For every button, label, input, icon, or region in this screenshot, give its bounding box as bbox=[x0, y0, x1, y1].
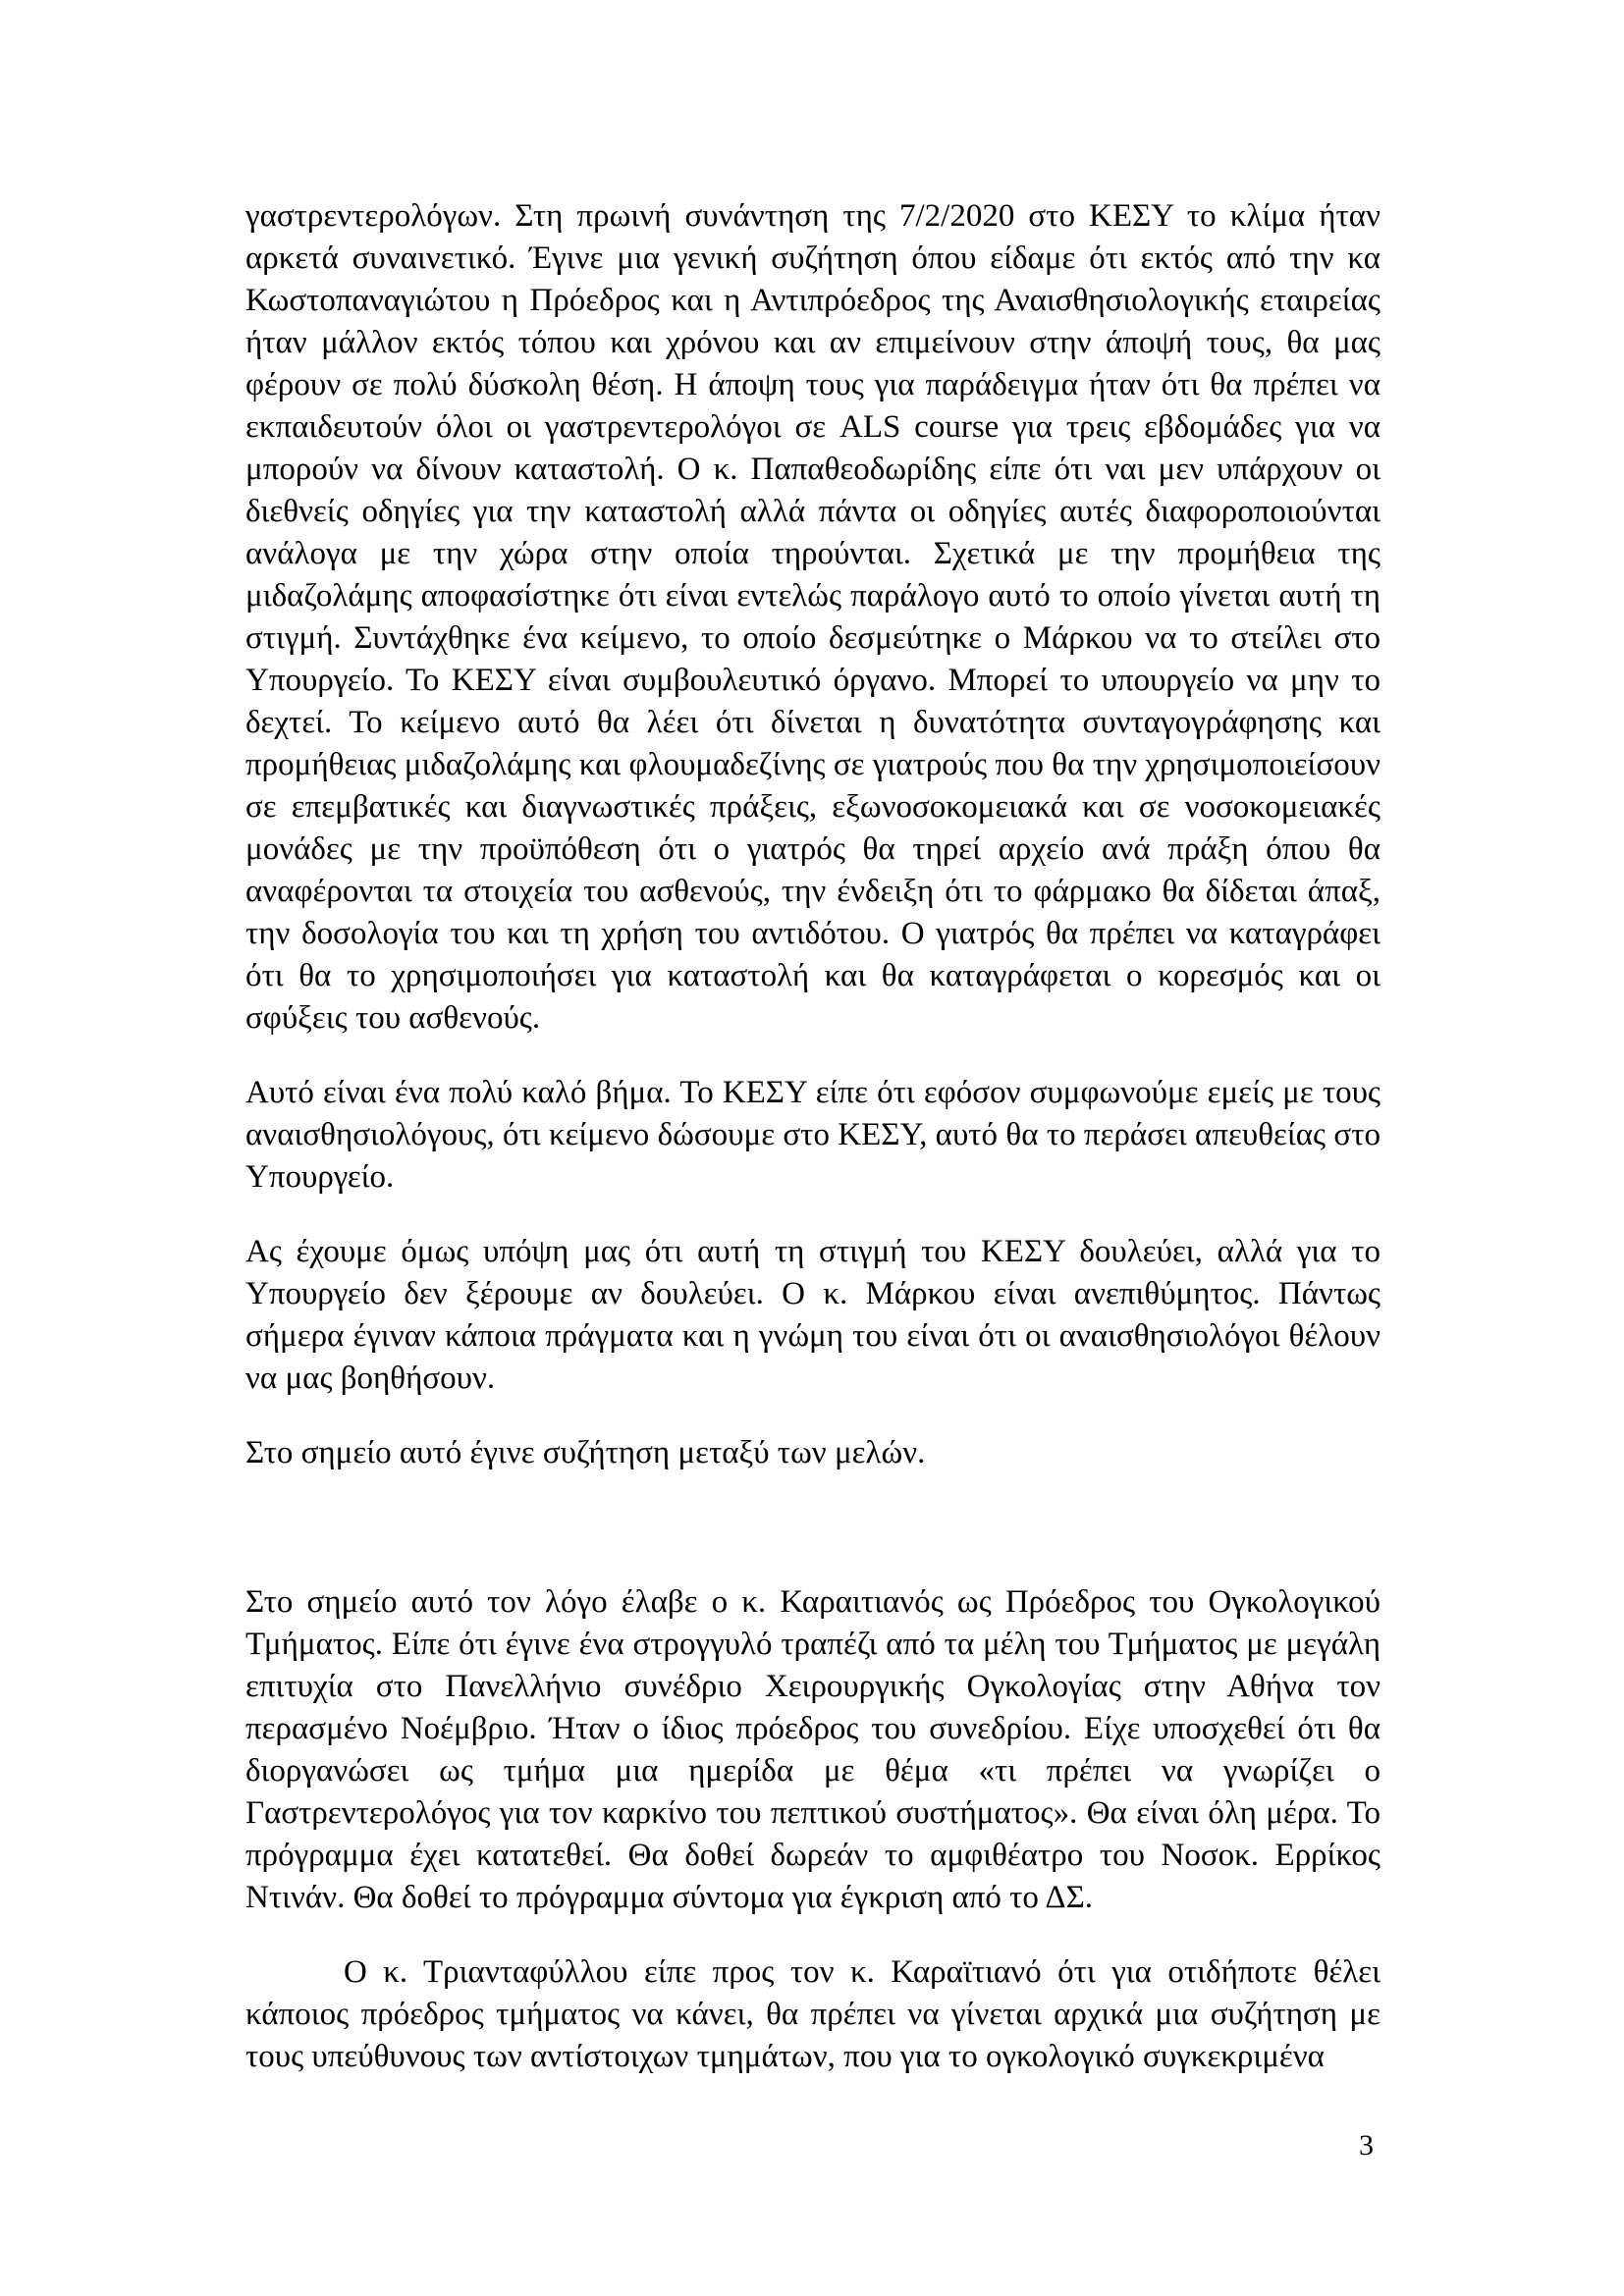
paragraph-kesy-works: Ας έχουμε όμως υπόψη μας ότι αυτή τη στιγμή του ΚΕΣΥ δουλεύει, αλλά για το Υπουργείο δεν ξέρουμε αν δουλεύει. Ο κ. Μάρκου είναι ανεπιθύμητος. Πάντως σήμερα έγιναν κάποια πράγματα και η γνώμη του είναι ότι οι αναισθησιολόγοι θέλουν να μας βοηθήσουν. bbox=[245, 1234, 1380, 1396]
page-number: 3 bbox=[1359, 2129, 1374, 2162]
paragraph-triantafyllou-reply: Ο κ. Τριανταφύλλου είπε προς τον κ. Καραϊτιανό ότι για οτιδήποτε θέλει κάποιος πρόεδρος τμήματος να κάνει, θα πρέπει να γίνεται αρχικά μια συζήτηση με τους υπεύθυνους των αντίστοιχων τμημάτων, που για το ογκολογικό συγκεκριμένα bbox=[245, 1954, 1380, 2074]
paragraph-good-step: Αυτό είναι ένα πολύ καλό βήμα. Το ΚΕΣΥ είπε ότι εφόσον συμφωνούμε εμείς με τους αναισθησιολόγους, ότι κείμενο δώσουμε στο ΚΕΣΥ, αυτό θα το περάσει απευθείας στο Υπουργείο. bbox=[245, 1075, 1380, 1195]
paragraph-kesy-meeting: γαστρεντερολόγων. Στη πρωινή συνάντηση της 7/2/2020 στο ΚΕΣΥ το κλίμα ήταν αρκετά συναινετικό. Έγινε μια γενική συζήτηση όπου είδαμε ότι εκτός από την κα Κωστοπαναγιώτου η Πρόεδρος και η Αντιπρόεδρος της Αναισθησιολογικής εταιρείας ήταν μάλλον εκτός τόπου και χρόνου και αν επιμείνουν στην άποψή τους, θα μας φέρουν σε πολύ δύσκολη θέση. Η άποψη τους για παράδειγμα ήταν ότι θα πρέπει να εκπαιδευτούν όλοι οι γαστρεντερολόγοι σε ALS course για τρεις εβδομάδες για να μπορούν να δίνουν καταστολή. Ο κ. Παπαθεοδωρίδης είπε ότι ναι μεν υπάρχουν οι διεθνείς οδηγίες για την καταστολή αλλά πάντα οι οδηγίες αυτές διαφοροποιούνται ανάλογα με την χώρα στην οποία τηρούνται. Σχετικά με την προμήθεια της μιδαζολάμης αποφασίστηκε ότι είναι εντελώς παράλογο αυτό το οποίο γίνεται αυτή τη στιγμή. Συντάχθηκε ένα κείμενο, το οποίο δεσμεύτηκε ο Μάρκου να το στείλει στο Υπουργείο. Το ΚΕΣΥ είναι συμβουλευτικό όργανο. Μπορεί το υπουργείο να μην το δεχτεί. Το κείμενο αυτό θα λέει ότι δίνεται η δυνατότητα συνταγογράφησης και προμήθειας μιδαζολάμης και φλουμαδεζίνης σε γιατρούς που θα την χρησιμοποιείσουν σε επεμβατικές και διαγνωστικές πράξεις, εξωνοσοκομειακά και σε νοσοκομειακές μονάδες με την προϋπόθεση ότι ο γιατρός θα τηρεί αρχείο ανά πράξη όπου θα αναφέρονται τα στοιχεία του ασθενούς, την ένδειξη ότι το φάρμακο θα δίδεται άπαξ, την δοσολογία του και τη χρήση του αντιδότου. Ο γιατρός θα πρέπει να καταγράφει ότι θα το χρησιμοποιήσει για καταστολή και θα καταγράφεται ο κορεσμός και οι σφύξεις του ασθενούς. bbox=[245, 198, 1380, 1036]
paragraph-karaitianos-oncology: Στο σημείο αυτό τον λόγο έλαβε ο κ. Καραιτιανός ως Πρόεδρος του Ογκολογικού Τμήματος. Είπε ότι έγινε ένα στρογγυλό τραπέζι από τα μέλη του Τμήματος με μεγάλη επιτυχία στο Πανελλήνιο συνέδριο Χειρουργικής Ογκολογίας στην Αθήνα τον περασμένο Νοέμβριο. Ήταν ο ίδιος πρόεδρος του συνεδρίου. Είχε υποσχεθεί ότι θα διοργανώσει ως τμήμα μια ημερίδα με θέμα «τι πρέπει να γνωρίζει ο Γαστρεντερολόγος για τον καρκίνο του πεπτικού συστήματος». Θα είναι όλη μέρα. Το πρόγραμμα έχει κατατεθεί. Θα δοθεί δωρεάν το αμφιθέατρο του Νοσοκ. Ερρίκος Ντινάν. Θα δοθεί το πρόγραμμα σύντομα για έγκριση από το ΔΣ. bbox=[245, 1584, 1380, 1915]
page-body-text bbox=[245, 195, 1380, 2110]
paragraph-members-discussion: Στο σημείο αυτό έγινε συζήτηση μεταξύ των μελών. bbox=[245, 1435, 926, 1470]
